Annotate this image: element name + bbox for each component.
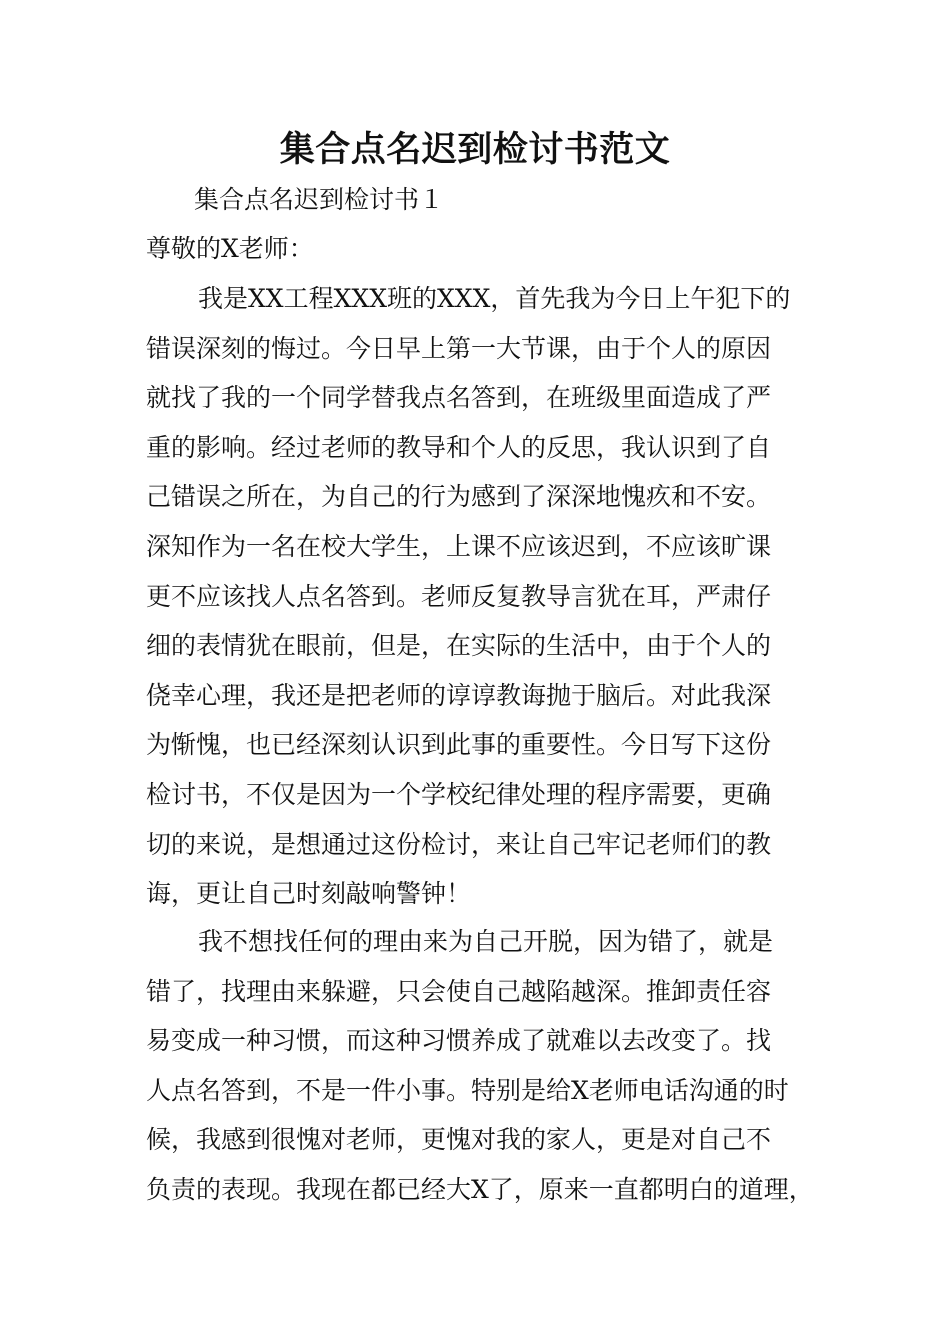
paragraph-line: 候，我感到很愧对老师，更愧对我的家人，更是对自己不 bbox=[146, 1125, 772, 1155]
page-title: 集合点名迟到检讨书范文 bbox=[279, 130, 671, 170]
body-paragraph-2 bbox=[146, 917, 826, 1215]
paragraph-line: 错误深刻的悔过。今日早上第一大节课，由于个人的原因 bbox=[146, 333, 772, 363]
body-paragraph-1 bbox=[146, 274, 826, 919]
paragraph-line: 负责的表现。我现在都已经大X了，原来一直都明白的道理， bbox=[146, 1174, 814, 1204]
paragraph-line: 检讨书，不仅是因为一个学校纪律处理的程序需要，更确 bbox=[146, 779, 772, 809]
paragraph-line: 深知作为一名在校大学生，上课不应该迟到，不应该旷课 bbox=[146, 531, 772, 561]
paragraph-line: 就找了我的一个同学替我点名答到，在班级里面造成了严 bbox=[146, 383, 772, 413]
paragraph-line: 细的表情犹在眼前，但是，在实际的生活中，由于个人的 bbox=[146, 631, 772, 661]
paragraph-line: 人点名答到，不是一件小事。特别是给X老师电话沟通的时 bbox=[146, 1075, 789, 1105]
paragraph-line: 我不想找任何的理由来为自己开脱，因为错了，就是 bbox=[198, 927, 774, 956]
paragraph-line: 易变成一种习惯，而这种习惯养成了就难以去改变了。找 bbox=[146, 1026, 772, 1056]
paragraph-line: 为惭愧，也已经深刻认识到此事的重要性。今日写下这份 bbox=[146, 730, 772, 760]
paragraph-line: 己错误之所在，为自己的行为感到了深深地愧疚和不安。 bbox=[146, 482, 772, 512]
section-heading: 集合点名迟到检讨书１ bbox=[194, 185, 445, 214]
paragraph-line: 错了，找理由来躲避，只会使自己越陷越深。推卸责任容 bbox=[146, 976, 772, 1006]
paragraph-line: 切的来说，是想通过这份检讨，来让自己牢记老师们的教 bbox=[146, 829, 772, 859]
paragraph-line: 侥幸心理，我还是把老师的谆谆教诲抛于脑后。对此我深 bbox=[146, 680, 772, 710]
paragraph-line: 我是XX工程XXX班的XXX，首先我为今日上午犯下的 bbox=[198, 284, 791, 313]
paragraph-line: 更不应该找人点名答到。老师反复教导言犹在耳，严肃仔 bbox=[146, 581, 772, 611]
salutation: 尊敬的X老师： bbox=[146, 234, 314, 263]
paragraph-line: 诲，更让自己时刻敲响警钟！ bbox=[146, 879, 472, 909]
paragraph-line: 重的影响。经过老师的教导和个人的反思，我认识到了自 bbox=[146, 432, 772, 462]
